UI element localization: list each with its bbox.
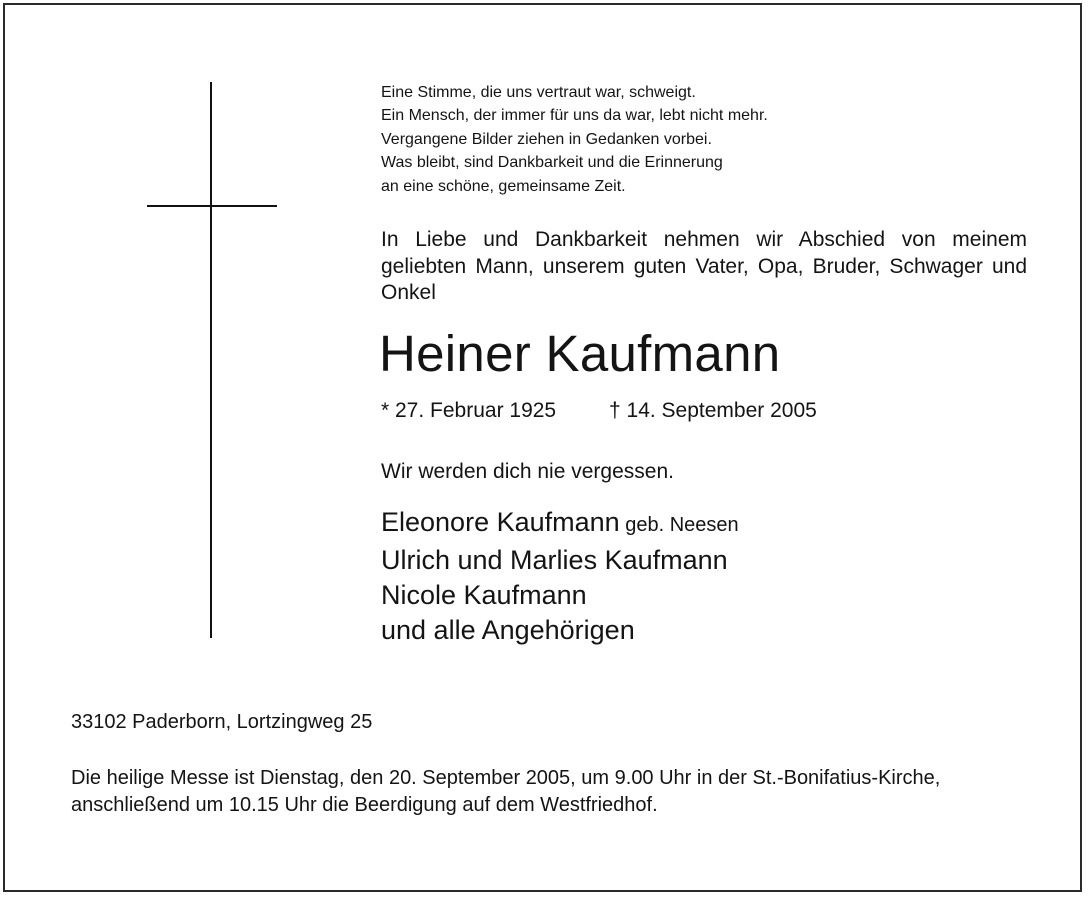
service-line: anschließend um 10.15 Uhr die Beerdigung auf dem Westfriedhof.: [71, 794, 658, 816]
birth-date: * 27. Februar 1925: [381, 399, 557, 422]
family-address: 33102 Paderborn, Lortzingweg 25: [71, 711, 373, 733]
farewell-text: In Liebe und Dankbarkeit nehmen wir Abschied von meinem geliebten Mann, unserem guten Vater, Opa, Bruder, Schwager und Onkel: [381, 228, 1027, 304]
mourner-line: und alle Angehörigen: [381, 615, 635, 645]
mourner-name: Eleonore Kaufmann: [381, 507, 620, 537]
cross-icon-bar: [147, 205, 277, 207]
deceased-name: Heiner Kaufmann: [379, 325, 781, 382]
mourner-line: Nicole Kaufmann: [381, 580, 587, 610]
poem-line: an eine schöne, gemeinsame Zeit.: [381, 177, 626, 195]
poem-line: Eine Stimme, die uns vertraut war, schweigt.: [381, 84, 696, 101]
poem-line: Was bleibt, sind Dankbarkeit und die Erinnerung: [381, 154, 723, 172]
poem: [381, 81, 901, 198]
service-info: [71, 765, 1041, 819]
mourner-line: [381, 505, 739, 543]
service-line: Die heilige Messe ist Dienstag, den 20. September 2005, um 9.00 Uhr in der St.-Bonifatius-Kirche,: [71, 767, 941, 789]
remembrance-text: Wir werden dich nie vergessen.: [381, 460, 674, 483]
poem-line: Ein Mensch, der immer für uns da war, lebt nicht mehr.: [381, 107, 768, 125]
obituary-notice: [3, 3, 1082, 892]
mourner-line: Ulrich und Marlies Kaufmann: [381, 545, 728, 575]
poem-line: Vergangene Bilder ziehen in Gedanken vorbei.: [381, 130, 712, 148]
cross-icon: [210, 82, 212, 638]
maiden-name: geb. Neesen: [619, 514, 739, 536]
life-dates: [381, 397, 817, 425]
death-date: † 14. September 2005: [609, 399, 817, 422]
mourners-list: [381, 505, 739, 648]
